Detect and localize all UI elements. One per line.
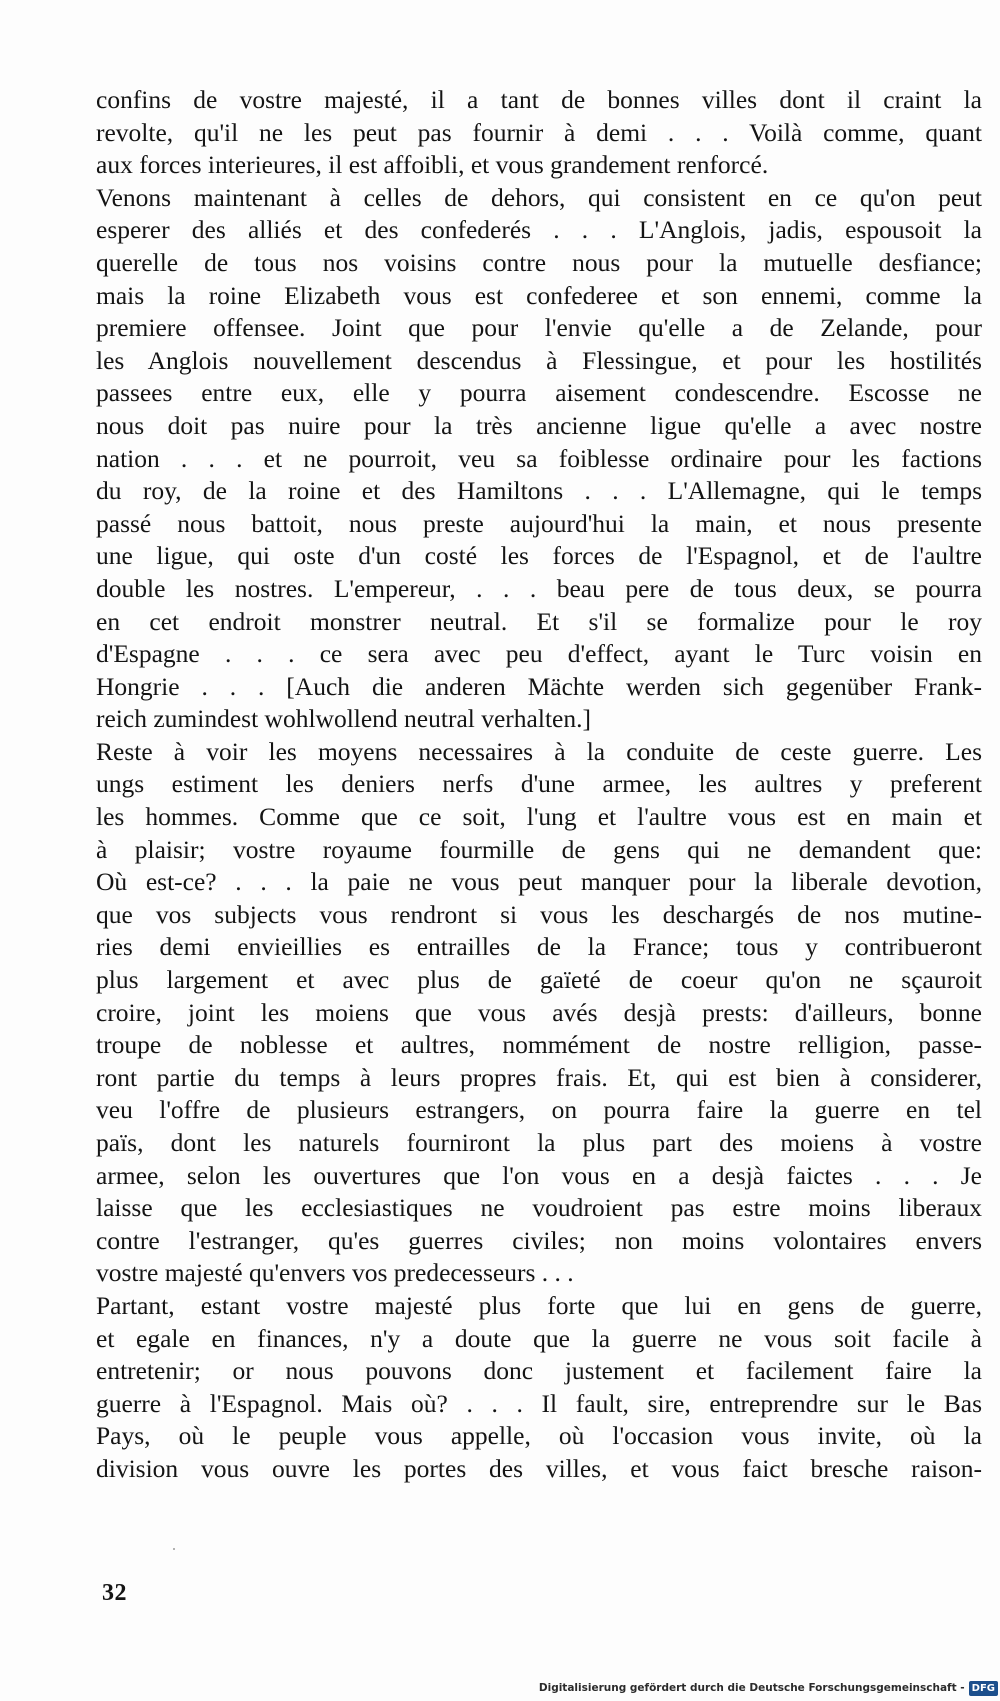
text-line: reich zumindest wohlwollend neutral verhalten.] xyxy=(96,704,591,734)
text-line: plus largement et avec plus de gaïeté de coeur qu'on ne sçauroit xyxy=(96,965,982,995)
text-line: Reste à voir les moyens necessaires à la conduite de ceste guerre. Les xyxy=(96,736,982,766)
text-line: vostre majesté qu'envers vos predecesseurs . . . xyxy=(96,1258,574,1288)
page-number: 32 xyxy=(102,1580,127,1606)
text-line: Hongrie . . . [Auch die anderen Mächte werden sich gegenüber Frank- xyxy=(96,671,982,701)
text-line: nation . . . et ne pourroit, veu sa foiblesse ordinaire pour les factions xyxy=(96,443,982,473)
text-line: païs, dont les naturels fourniront la plus part des moiens à vostre xyxy=(96,1128,982,1157)
text-line: nous doit pas nuire pour la très ancienne ligue qu'elle a avec nostre xyxy=(96,410,982,440)
text-line: ront partie du temps à leurs propres frais. Et, qui est bien à considerer, xyxy=(96,1062,982,1092)
text-line: confins de vostre majesté, il a tant de bonnes villes dont il craint la xyxy=(96,85,982,114)
text-line: à plaisir; vostre royaume fourmille de gens qui ne demandent que: xyxy=(96,834,982,864)
text-line: croire, joint les moiens que vous avés desjà prests: d'ailleurs, bonne xyxy=(96,997,982,1027)
text-line: les hommes. Comme que ce soit, l'ung et l'aultre vous est en main et xyxy=(96,802,982,832)
text-line: et egale en finances, n'y a doute que la guerre ne vous soit facile à xyxy=(96,1323,982,1353)
text-line: les Anglois nouvellement descendus à Flessingue, et pour les hostilités xyxy=(96,345,982,375)
text-line: contre l'estranger, qu'es guerres civiles; non moins volontaires envers xyxy=(96,1225,982,1255)
text-line: double les nostres. L'empereur, . . . beau pere de tous deux, se pourra xyxy=(96,573,982,603)
footer-credit: Digitalisierung gefördert durch die Deutsche Forschungsgemeinschaft - xyxy=(538,1682,965,1694)
text-line: querelle de tous nos voisins contre nous pour la mutuelle desfiance; xyxy=(96,247,982,277)
text-line: mais la roine Elizabeth vous est confederee et son ennemi, comme la xyxy=(96,280,982,310)
text-line: Venons maintenant à celles de dehors, qui consistent en ce qu'on peut xyxy=(96,182,982,212)
text-line: veu l'offre de plusieurs estrangers, on pourra faire la guerre en tel xyxy=(96,1095,982,1125)
text-line: guerre à l'Espagnol. Mais où? . . . Il fault, sire, entreprendre sur le Bas xyxy=(96,1388,982,1418)
text-line: division vous ouvre les portes des villes, et vous faict bresche raison- xyxy=(96,1453,982,1483)
dfg-logo-icon: DFG xyxy=(969,1681,998,1696)
text-line: Où est-ce? . . . la paie ne vous peut manquer pour la liberale devotion, xyxy=(96,867,982,897)
text-line: une ligue, qui oste d'un costé les forces de l'Espagnol, et de l'aultre xyxy=(96,541,982,571)
text-line: armee, selon les ouvertures que l'on vous en a desjà faictes . . . Je xyxy=(96,1160,982,1190)
text-line: entretenir; or nous pouvons donc justement et facilement faire la xyxy=(96,1356,982,1386)
body-text xyxy=(96,84,982,1486)
text-line: que vos subjects vous rendront si vous les deschargés de nos mutine- xyxy=(96,899,982,929)
text-line: du roy, de la roine et des Hamiltons . . . L'Allemagne, qui le temps xyxy=(96,476,982,506)
text-line: passé nous battoit, nous preste aujourd'hui la main, et nous presente xyxy=(96,508,982,538)
text-line: en cet endroit monstrer neutral. Et s'il se formalize pour le roy xyxy=(96,606,982,636)
text-line: Pays, où le peuple vous appelle, où l'occasion vous invite, où la xyxy=(96,1421,982,1451)
text-line: troupe de noblesse et aultres, nommément de nostre relligion, passe- xyxy=(96,1030,982,1060)
text-line: esperer des alliés et des confederés . . . L'Anglois, jadis, espousoit la xyxy=(96,215,982,245)
text-line: Partant, estant vostre majesté plus forte que lui en gens de guerre, xyxy=(96,1290,982,1320)
speck-mark xyxy=(173,1548,175,1550)
text-line: revolte, qu'il ne les peut pas fournir à demi . . . Voilà comme, quant xyxy=(96,117,982,147)
text-line: ries demi envieillies es entrailles de la France; tous y contribueront xyxy=(96,932,982,962)
digitization-footer xyxy=(539,1679,1000,1697)
text-line: aux forces interieures, il est affoibli, et vous grandement renforcé. xyxy=(96,150,769,180)
text-line: passees entre eux, elle y pourra aisement condescendre. Escosse ne xyxy=(96,378,982,408)
text-line: laisse que les ecclesiastiques ne voudroient pas estre moins liberaux xyxy=(96,1193,982,1223)
text-line: ungs estiment les deniers nerfs d'une armee, les aultres y preferent xyxy=(96,769,982,799)
text-line: d'Espagne . . . ce sera avec peu d'effect, ayant le Turc voisin en xyxy=(96,639,982,669)
text-line: premiere offensee. Joint que pour l'envie qu'elle a de Zelande, pour xyxy=(96,313,982,343)
